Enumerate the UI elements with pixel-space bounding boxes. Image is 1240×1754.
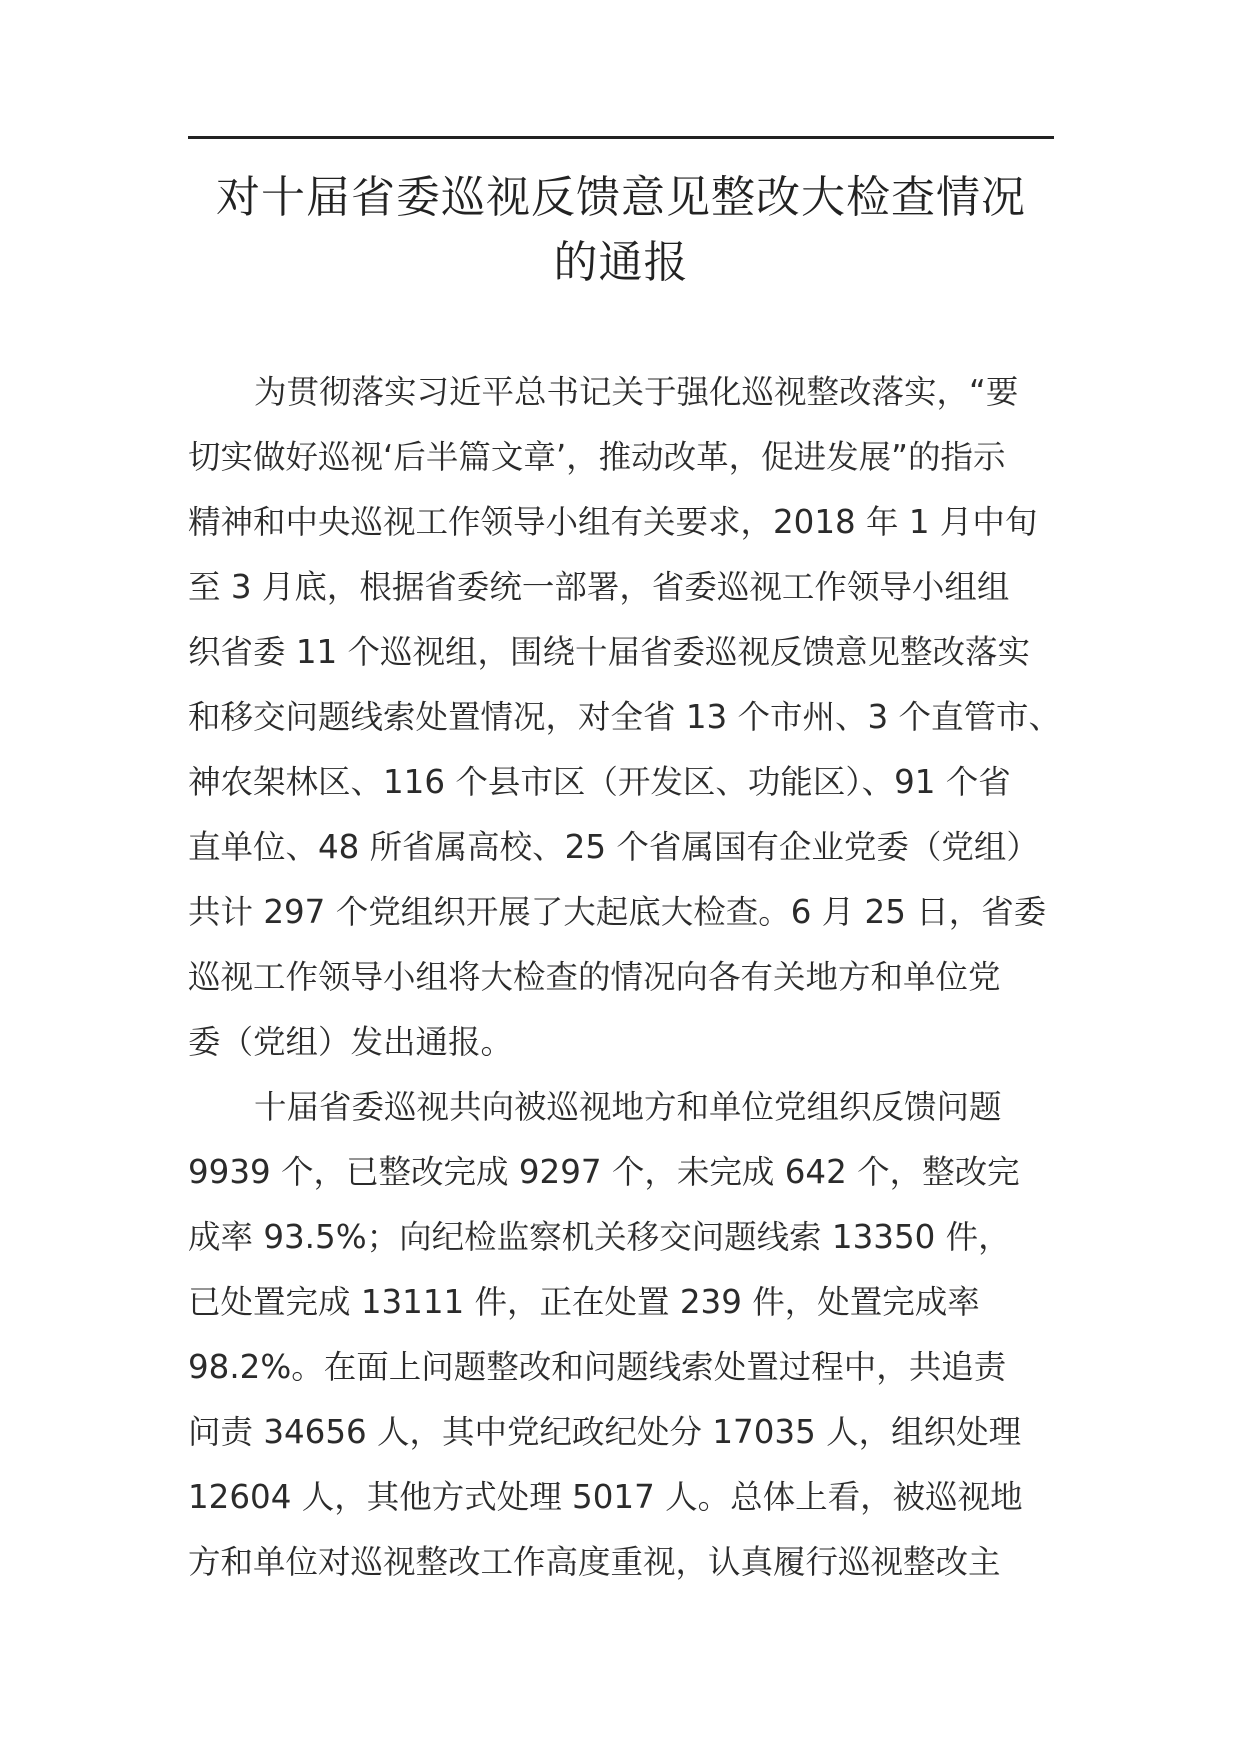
paragraph-1-line: 神农架林区、116 个县市区（开发区、功能区）、91 个省 <box>188 763 1011 801</box>
title-line-1: 对十届省委巡视反馈意见整改大检查情况 <box>216 172 1026 223</box>
paragraph-2-line: 十届省委巡视共向被巡视地方和单位党组织反馈问题 <box>254 1088 1002 1126</box>
paragraph-1-line: 为贯彻落实习近平总书记关于强化巡视整改落实，“要 <box>254 373 1019 411</box>
paragraph-2-line: 9939 个，已整改完成 9297 个，未完成 642 个，整改完 <box>188 1153 1020 1191</box>
header-rule <box>188 136 1054 139</box>
paragraph-2-line: 成率 93.5%；向纪检监察机关移交问题线索 13350 件， <box>188 1218 1011 1256</box>
paragraph-2-line: 方和单位对巡视整改工作高度重视，认真履行巡视整改主 <box>188 1543 1001 1581</box>
paragraph-1-line: 和移交问题线索处置情况，对全省 13 个市州、3 个直管市、 <box>188 698 1062 736</box>
paragraph-1-line: 委（党组）发出通报。 <box>188 1023 514 1061</box>
document-body <box>188 360 1062 1595</box>
paragraph-1-line: 共计 297 个党组织开展了大起底大检查。6 月 25 日，省委 <box>188 893 1047 931</box>
paragraph-1-line: 织省委 11 个巡视组，围绕十届省委巡视反馈意见整改落实 <box>188 633 1031 671</box>
paragraph-1-line: 精神和中央巡视工作领导小组有关要求，2018 年 1 月中旬 <box>188 503 1038 541</box>
paragraph-1-line: 直单位、48 所省属高校、25 个省属国有企业党委（党组） <box>188 828 1039 866</box>
document-title <box>188 165 1054 295</box>
paragraph-2-line: 12604 人，其他方式处理 5017 人。总体上看，被巡视地 <box>188 1478 1023 1516</box>
paragraph-2-line: 问责 34656 人，其中党纪政纪处分 17035 人，组织处理 <box>188 1413 1022 1451</box>
paragraph-1-line: 巡视工作领导小组将大检查的情况向各有关地方和单位党 <box>188 958 1001 996</box>
paragraph-2-line: 已处置完成 13111 件，正在处置 239 件，处置完成率 <box>188 1283 980 1321</box>
title-line-2: 的通报 <box>553 237 689 288</box>
paragraph-1-line: 切实做好巡视‘后半篇文章’，推动改革，促进发展”的指示 <box>188 438 1006 476</box>
paragraph-2-line: 98.2%。在面上问题整改和问题线索处置过程中，共追责 <box>188 1348 1007 1386</box>
paragraph-1-line: 至 3 月底，根据省委统一部署，省委巡视工作领导小组组 <box>188 568 1010 606</box>
